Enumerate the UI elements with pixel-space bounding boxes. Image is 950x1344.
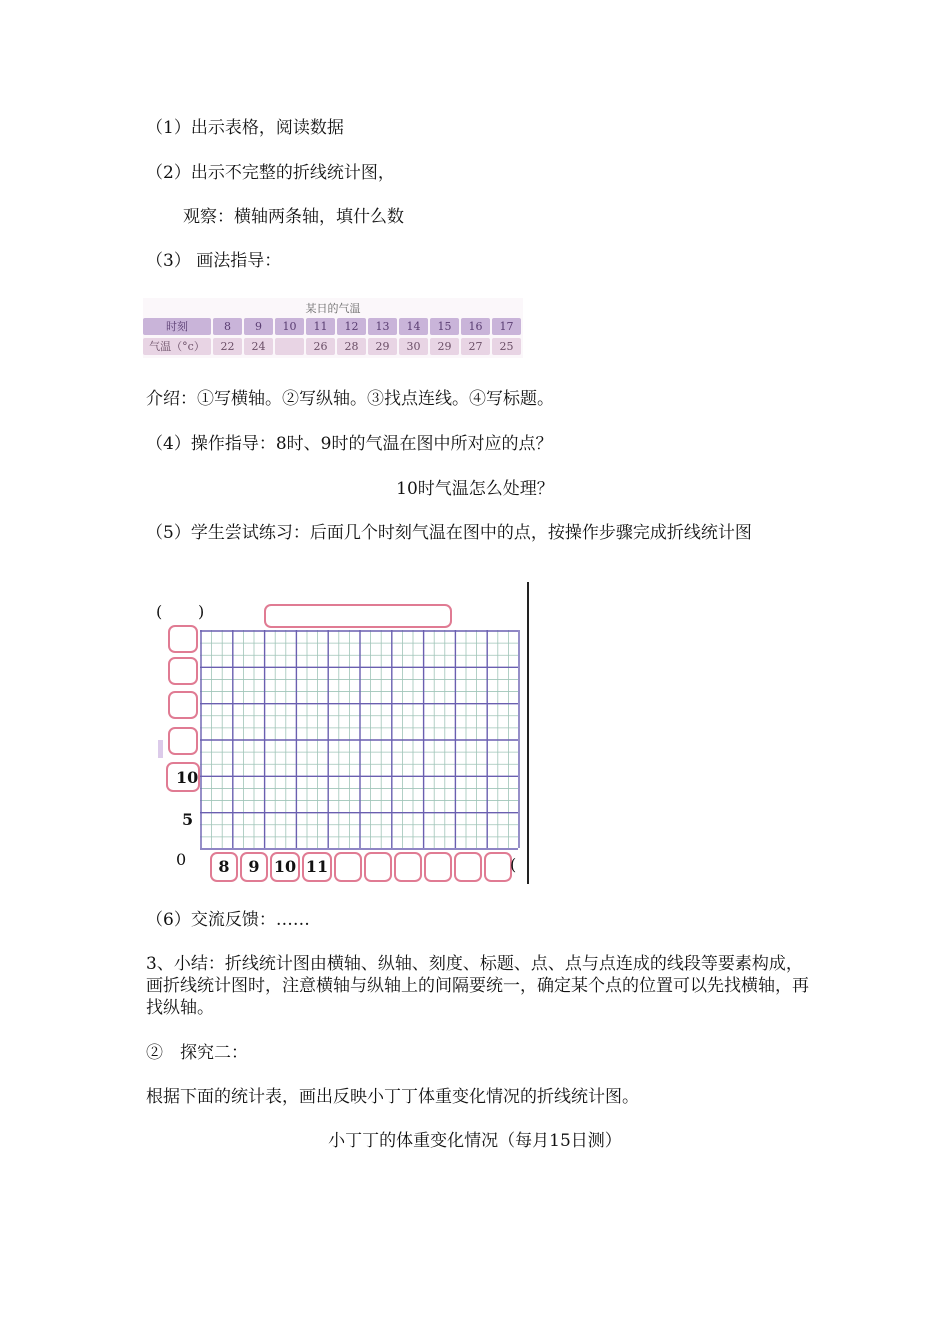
step-5: （5）学生尝试练习：后面几个时刻气温在图中的点，按操作步骤完成折线统计图 (146, 523, 752, 543)
x-unit-bracket: ( (510, 855, 517, 874)
step-2: （2）出示不完整的折线统计图， (146, 163, 395, 183)
chart-title-box[interactable] (264, 604, 452, 628)
scan-mark (158, 740, 163, 758)
step-2-observation: 观察：横轴两条轴，填什么数 (183, 207, 404, 227)
temp-cell: 25 (492, 338, 521, 355)
grid-lines (200, 630, 520, 850)
x-label-box[interactable] (334, 852, 362, 882)
unit-bracket-right: ) (198, 602, 205, 621)
step-1: （1）出示表格，阅读数据 (146, 118, 344, 138)
hour-cell: 13 (368, 318, 397, 335)
step-6: （6）交流反馈：…… (146, 910, 310, 930)
temp-cell: 27 (461, 338, 490, 355)
hour-cell: 9 (244, 318, 273, 335)
unit-bracket-left: ( (156, 602, 163, 621)
summary: 3、小结：折线统计图由横轴、纵轴、刻度、标题、点、点与点连成的线段等要素构成，画折线统计图时，注意横轴与纵轴上的间隔要统一，确定某个点的位置可以先找横轴，再找纵轴。 (146, 954, 809, 1018)
hour-row (143, 318, 521, 335)
y-label-box[interactable] (168, 691, 198, 719)
hour-cell: 11 (306, 318, 335, 335)
hour-cell: 15 (430, 318, 459, 335)
y-label-box[interactable] (168, 727, 198, 755)
x-label-box[interactable] (454, 852, 482, 882)
temp-cell (275, 338, 304, 355)
x-label-box[interactable] (484, 852, 512, 882)
step-3: （3） 画法指导： (146, 251, 282, 271)
step-4-question: 10时气温怎么处理？ (396, 479, 554, 499)
y-tick-0: 0 (176, 850, 187, 869)
task-description: 根据下面的统计表，画出反映小丁丁体重变化情况的折线统计图。 (146, 1087, 639, 1107)
hour-cell: 17 (492, 318, 521, 335)
temp-cell: 22 (213, 338, 242, 355)
intro-steps: 介绍：①写横轴。②写纵轴。③找点连线。④写标题。 (146, 389, 554, 409)
x-label-box: 11 (302, 852, 332, 882)
hour-row-label: 时刻 (143, 318, 211, 335)
x-label-box[interactable] (394, 852, 422, 882)
line-chart-grid-exercise (150, 582, 532, 888)
temp-cell: 30 (399, 338, 428, 355)
hour-cell: 14 (399, 318, 428, 335)
explore-two: ② 探究二： (146, 1043, 248, 1063)
temperature-table (143, 298, 523, 358)
x-label-box[interactable] (364, 852, 392, 882)
y-tick-10: 10 (176, 768, 199, 787)
hour-cell: 16 (461, 318, 490, 335)
temp-row-label: 气温（°c） (143, 338, 211, 355)
weight-table-title: 小丁丁的体重变化情况（每月15日测） (328, 1131, 622, 1151)
y-label-box[interactable] (168, 657, 198, 685)
temp-cell: 28 (337, 338, 366, 355)
temp-cell: 26 (306, 338, 335, 355)
y-label-box[interactable] (168, 625, 198, 653)
temp-row (143, 338, 521, 355)
x-label-box: 8 (210, 852, 238, 882)
x-label-box[interactable] (424, 852, 452, 882)
temp-cell: 29 (430, 338, 459, 355)
hour-cell: 8 (213, 318, 242, 335)
temperature-table-title: 某日的气温 (305, 302, 361, 315)
hour-cell: 12 (337, 318, 366, 335)
hour-cell: 10 (275, 318, 304, 335)
x-label-row (210, 852, 512, 882)
temp-cell: 24 (244, 338, 273, 355)
temp-cell: 29 (368, 338, 397, 355)
step-4: （4）操作指导：8时、9时的气温在图中所对应的点？ (146, 434, 553, 454)
y-tick-5: 5 (182, 810, 194, 829)
vertical-divider (527, 582, 529, 884)
x-label-box: 10 (270, 852, 300, 882)
x-label-box: 9 (240, 852, 268, 882)
